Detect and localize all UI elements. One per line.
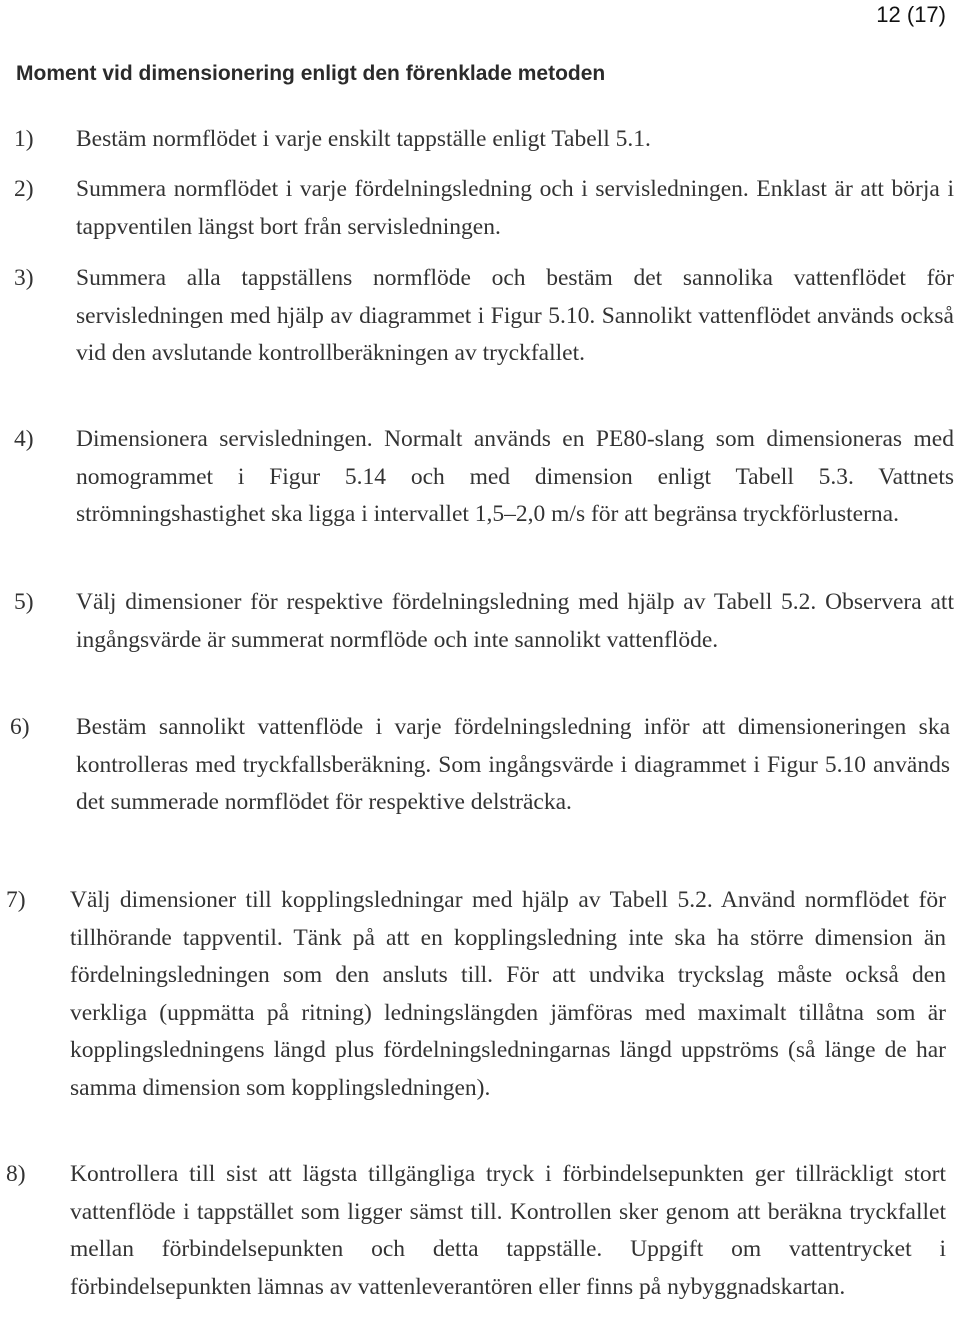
step-number: 8) <box>6 1161 26 1187</box>
step-text: Bestäm normflödet i varje enskilt tappställe enligt Tabell 5.1. <box>76 126 651 152</box>
step-number: 2) <box>14 176 34 202</box>
section-heading: Moment vid dimensionering enligt den förenklade metoden <box>16 62 606 85</box>
step-text: Kontrollera till sist att lägsta tillgängliga tryck i förbindelsepunkten ger tillräckligt stort vattenflöde i tappstället som ligger sämst till. Kontrollen sker genom att beräkna tryckfallet mellan förbindelsepunkten och detta tappställe. Uppgift om vattentrycket i förbindelsepunkten lämnas av vattenleverantören eller finns på nybyggnadskartan. <box>70 1161 946 1300</box>
page-number: 12 (17) <box>876 2 946 27</box>
step-number: 7) <box>6 887 26 913</box>
step-number: 5) <box>14 589 34 615</box>
step-text: Dimensionera servisledningen. Normalt används en PE80-slang som dimensioneras med nomogrammet i Figur 5.14 och med dimension enligt Tabell 5.3. Vattnets strömningshastighet ska ligga i intervallet 1,5–2,0 m/s för att begränsa tryckförlusterna. <box>76 426 954 527</box>
step-text: Välj dimensioner för respektive fördelningsledning med hjälp av Tabell 5.2. Observera att ingångsvärde är summerat normflöde och inte sannolikt vattenflöde. <box>76 589 954 653</box>
step-number: 3) <box>14 265 34 291</box>
step-text: Summera normflödet i varje fördelningsledning och i servisledningen. Enklast är att börja i tappventilen längst bort från servisledningen. <box>76 176 954 240</box>
step-number: 4) <box>14 426 34 452</box>
step-number: 1) <box>14 126 34 152</box>
step-text: Välj dimensioner till kopplingsledningar med hjälp av Tabell 5.2. Använd normflödet för tillhörande tappventil. Tänk på att en kopplingsledning inte ska ha större dimension än fördelningsledningen som den ansluts till. För att undvika tryckslag måste också den verkliga (uppmätta på ritning) ledningslängden jämföras med maximalt tillåtna som är kopplingsledningens längd plus fördelningsledningarnas längd uppströms (så länge de har samma dimension som kopplingsledningen). <box>70 887 946 1101</box>
step-text: Summera alla tappställens normflöde och bestäm det sannolika vattenflödet för servisledningen med hjälp av diagrammet i Figur 5.10. Sannolikt vattenflödet används också vid den avslutande kontrollberäkningen av tryckfallet. <box>76 265 954 366</box>
step-number: 6) <box>10 714 30 740</box>
step-text: Bestäm sannolikt vattenflöde i varje fördelningsledning inför att dimensioneringen ska kontrolleras med tryckfallsberäkning. Som ingångsvärde i diagrammet i Figur 5.10 används det summerade normflödet för respektive delsträcka. <box>76 714 950 815</box>
